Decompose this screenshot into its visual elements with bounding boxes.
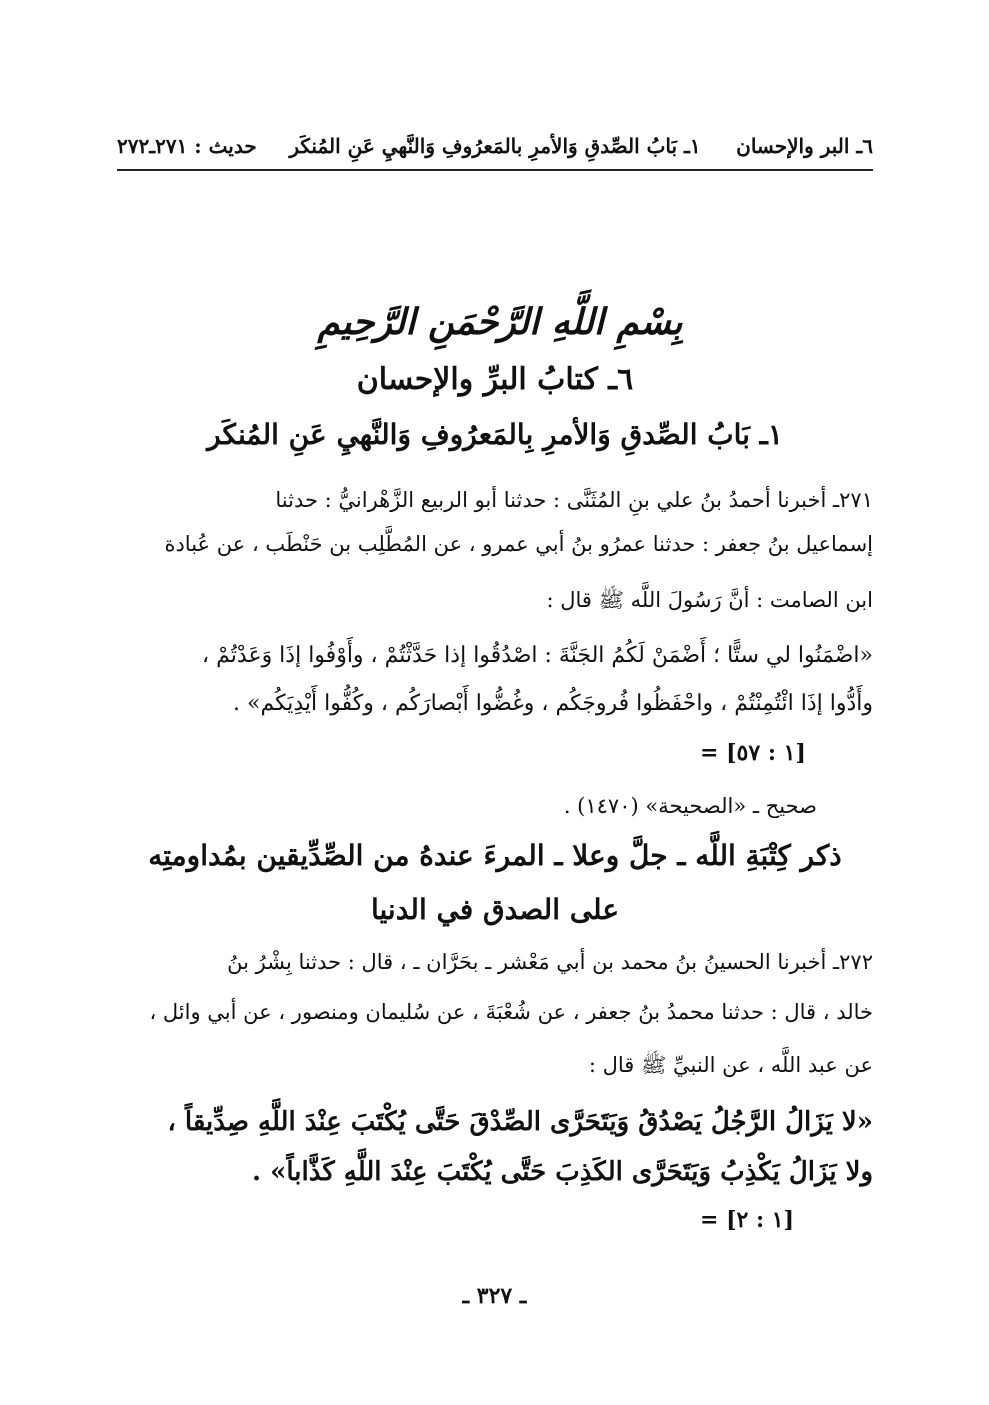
hadith-271-isnad-line-2: إسماعيل بنُ جعفر : حدثنا عمرُو بنُ أبي عمرو ، عن المُطَّلِب بن حَنْطَب ، عن عُبادة [164,532,873,556]
hadith-272-isnad-line-1: ٢٧٢ـ أخبرنا الحسينُ بنُ محمد بن أبي مَعْشر ـ بحَرَّان ـ ، قال : حدثنا بِشْرُ بنُ [227,950,873,974]
header-chapter-ref: ١ـ بَابُ الصِّدقِ وَالأمرِ بالمَعرُوفِ وَالنَّهيِ عَنِ المُنكَر [289,134,701,158]
hadith-272-isnad-line-3: عن عبد اللَّه ، عن النبيِّ ﷺ قال : [588,1053,873,1077]
header-rule [117,169,873,171]
hadith-271-isnad-line-1: ٢٧١ـ أخبرنا أحمدُ بنُ علي بنِ المُثَنَّى : حدثنا أبو الربيع الزَّهْرانيُّ : حدثنا [275,488,873,512]
dhikr-heading-line-1: ذكر كِتْبَةِ اللَّه ـ جلَّ وعلا ـ المرءَ عندهُ من الصِّدِّيقين بمُداومتِه [148,839,842,872]
hadith-271-matn-line-1: «اضْمَنُوا لي ستًّا ؛ أَضْمَنْ لَكُمُ الجَنَّةَ : اصْدُقُوا إذا حَدَّثْتُمْ ، وأَوْفُوا إذَا وَعَدْتُمْ ، [202,643,873,668]
basmala-calligraphy: بِسْمِ اللَّهِ الرَّحْمَنِ الرَّحِيمِ [317,301,683,343]
running-header [117,132,873,166]
dhikr-heading-line-2: على الصدق في الدنيا [370,893,620,926]
header-hadith-range: حديث : ٢٧١ـ٢٧٢ [117,134,257,158]
bab-title: ١ـ بَابُ الصِّدقِ وَالأمرِ بِالمَعرُوفِ وَالنَّهيِ عَنِ المُنكَر [207,418,783,451]
hadith-272-isnad-line-2: خالد ، قال : حدثنا محمدُ بنُ جعفر ، عن شُعْبَةَ ، عن سُليمان ومنصور ، عن أبي وائل ، [149,1000,873,1024]
hadith-272-matn-line-2: ولا يَزَالُ يَكْذِبُ وَيَتَحَرَّى الكَذِبَ حَتَّى يُكْتَبَ عِنْدَ اللَّهِ كَذَّاباً» . [251,1157,873,1187]
hadith-271-reference: = [١ : ٥٧] [700,740,806,766]
hadith-272-matn-line-1: «لا يَزَالُ الرَّجُلُ يَصْدُقُ وَيَتَحَرَّى الصِّدْقَ حَتَّى يُكْتَبَ عِنْدَ اللَّهِ صِدِّيقاً ، [167,1107,873,1137]
hadith-272-reference: = [١ : ٢] [700,1207,795,1233]
hadith-271-isnad-line-3: ابن الصامت : أنَّ رَسُولَ اللَّه ﷺ قال : [546,588,873,612]
hadith-271-matn-line-2: وأَدُّوا إذَا ائْتُمِنْتُمْ ، واحْفَظُوا فُروجَكُم ، وغُضُّوا أَبْصارَكُم ، وكُفُّوا أَيْدِيَكُم» . [233,691,873,716]
header-book-ref: ٦ـ البر والإحسان [736,134,873,158]
page-number: ـ ٣٢٧ ـ [462,1283,527,1309]
hadith-271-grade: صحيح ـ «الصحيحة» (١٤٧٠) . [563,794,817,818]
kitab-title: ٦ـ كتابُ البرِّ والإحسان [356,362,634,397]
